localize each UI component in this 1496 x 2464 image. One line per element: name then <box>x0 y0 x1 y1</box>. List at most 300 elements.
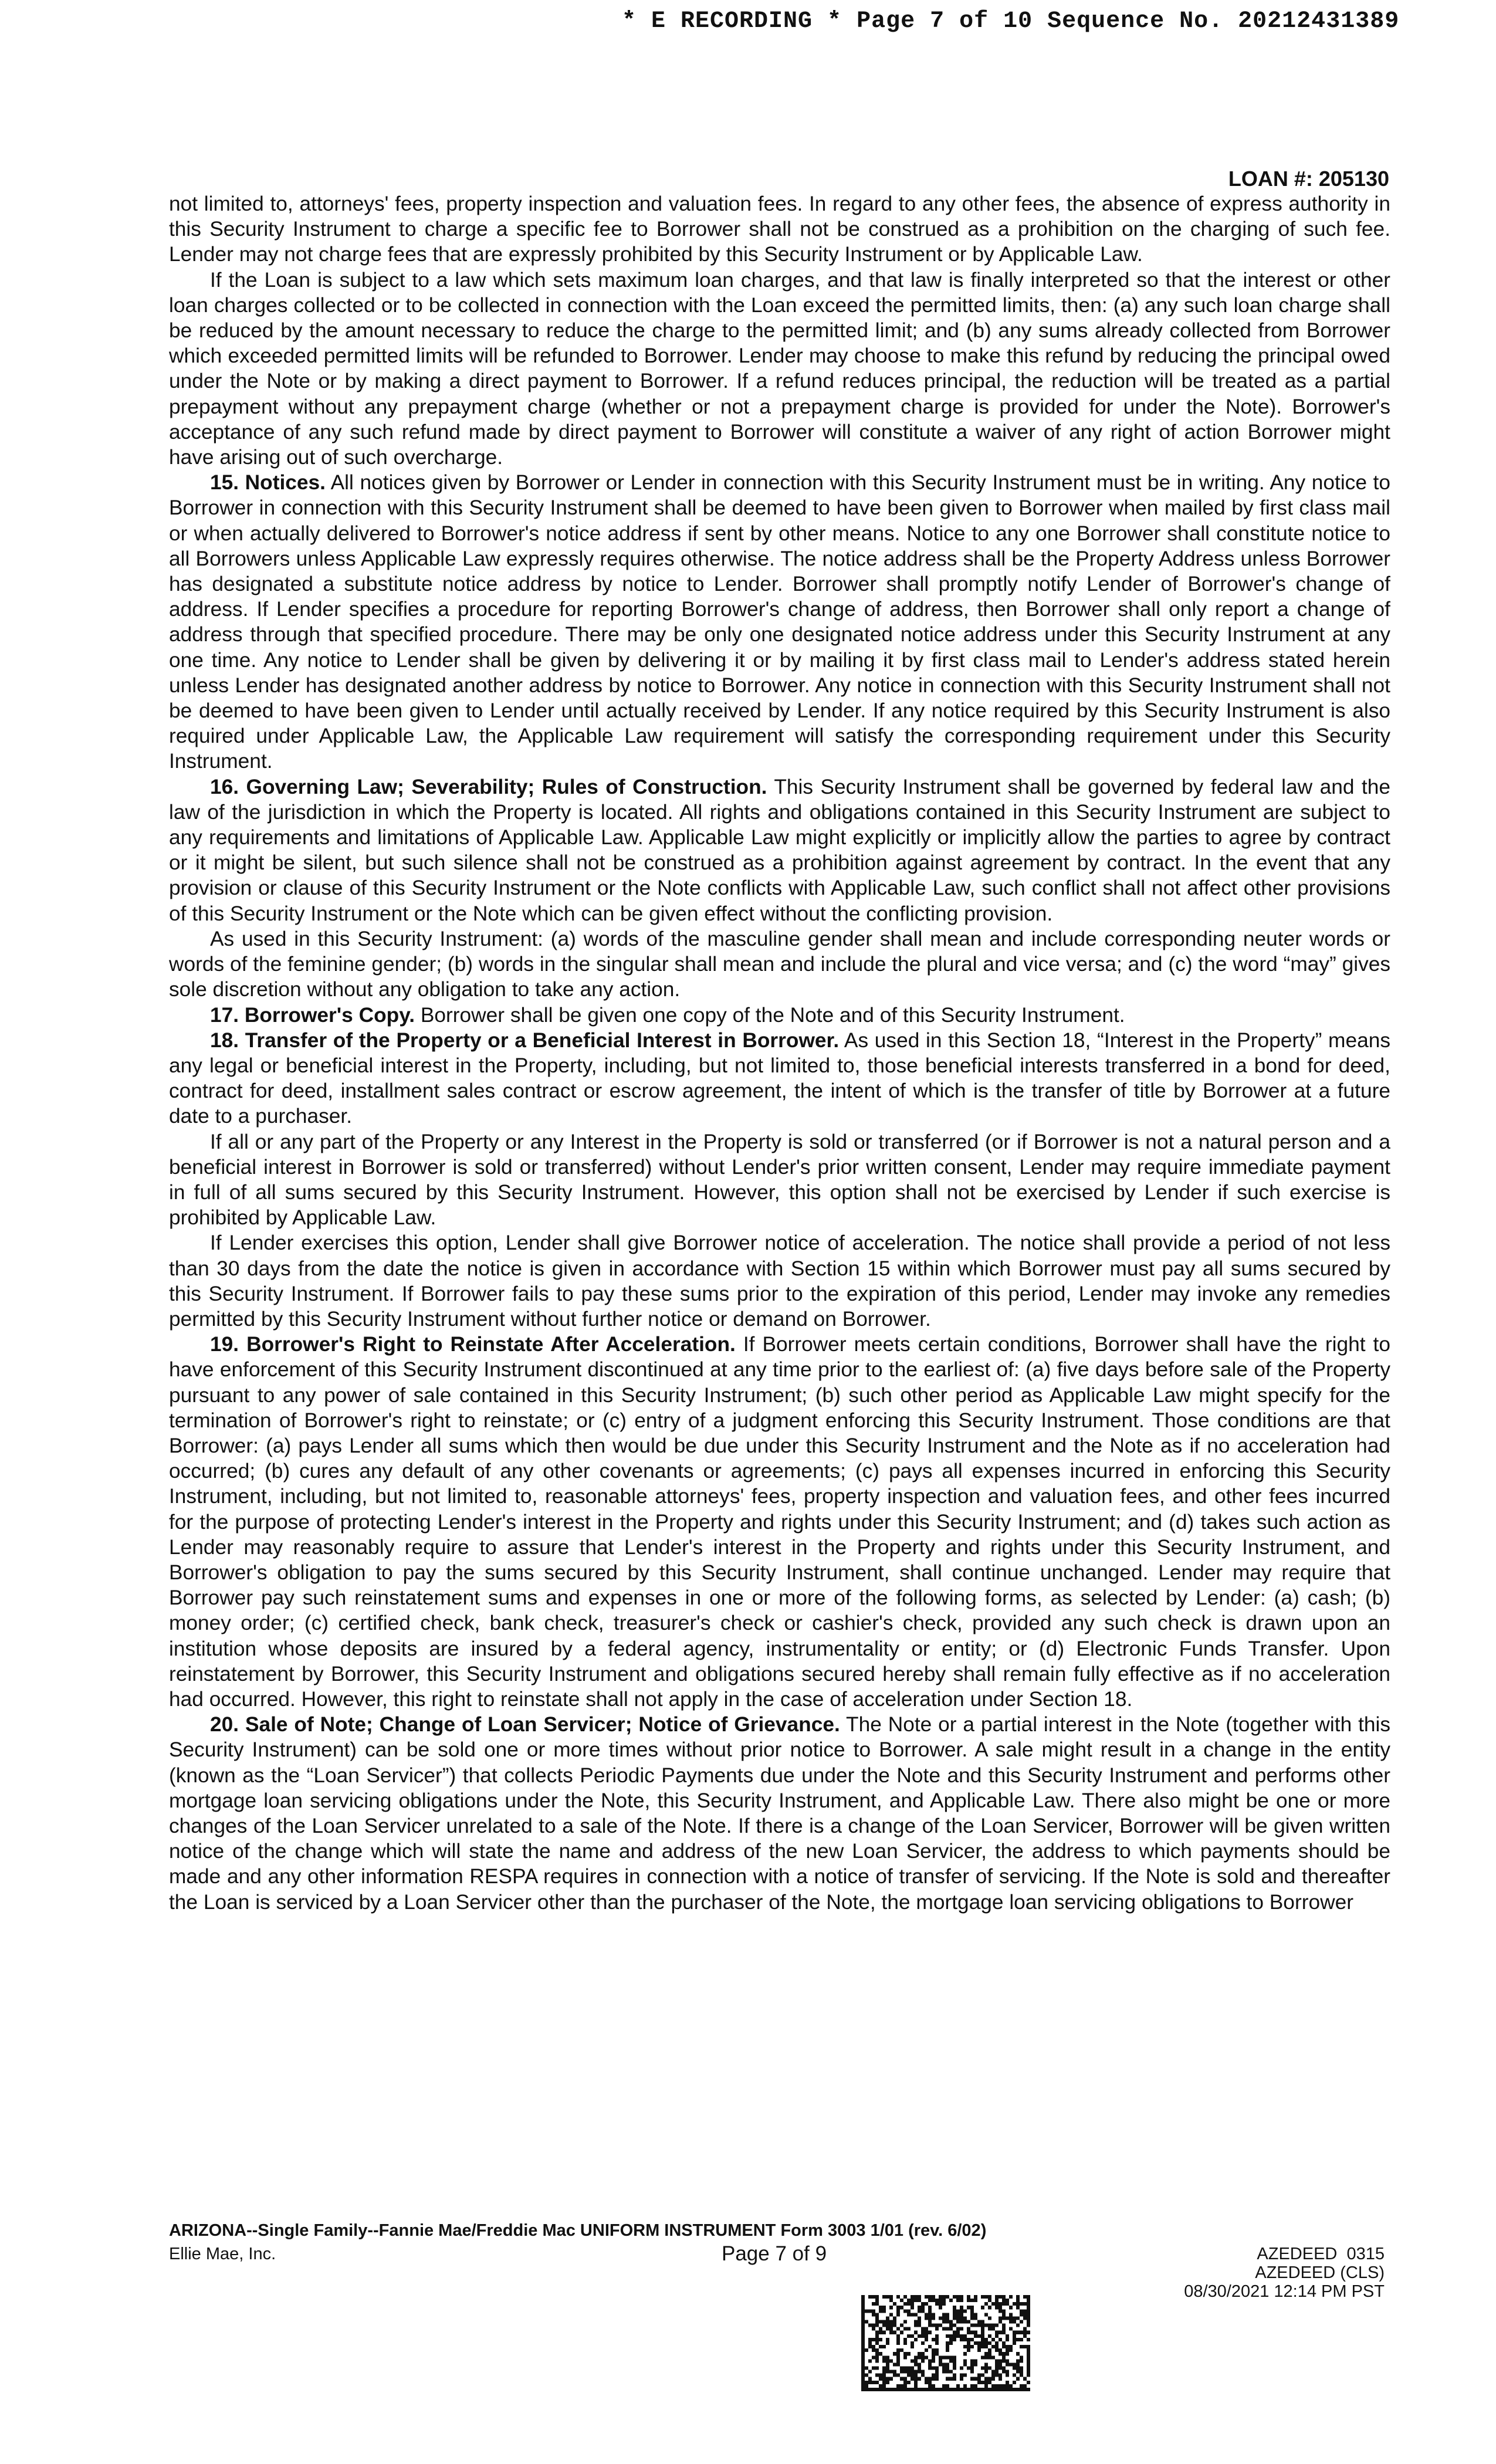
barcode-module <box>911 2313 914 2316</box>
barcode-module <box>942 2320 946 2324</box>
barcode-module <box>984 2363 988 2366</box>
footer-page-number: Page 7 of 9 <box>722 2242 827 2265</box>
barcode-module <box>1009 2316 1013 2320</box>
barcode-module <box>914 2331 918 2334</box>
barcode-module <box>932 2359 935 2363</box>
barcode-module <box>879 2306 882 2309</box>
section-20-text: The Note or a partial interest in the Note (together with this Security Instrument) can be sold one or more times without prior notice to Borrower. A sale might result in a change in the entity (known as the “Loan Servicer”) that collects Periodic Payments due under the Note and this Security Instrument and performs other mortgage loan servicing obligations under the Note, this Security Instrument, and Applicable Law. There also might be one or more changes of the Loan Servicer unrelated to a sale of the Note. If there is a change of the Loan Servicer, Borrower will be given written notice of the change which will state the name and address of the new Loan Servicer, the address to which payments should be made and any other information RESPA requires in connection with a notice of transfer of servicing. If the Note is sold and thereafter the Loan is serviced by a Loan Servicer other than the purchaser of the Note, the mortgage loan servicing obligations to Borrower <box>169 1713 1390 1914</box>
barcode-module <box>1009 2320 1013 2324</box>
barcode-module <box>882 2366 886 2370</box>
barcode-module <box>861 2341 865 2345</box>
barcode-module <box>932 2355 935 2359</box>
barcode-module <box>932 2352 935 2355</box>
barcode-module <box>886 2388 889 2391</box>
barcode-module <box>995 2370 999 2374</box>
barcode-module <box>918 2324 921 2327</box>
barcode-module <box>911 2302 914 2306</box>
barcode-module <box>991 2377 995 2381</box>
barcode-module <box>1009 2348 1013 2352</box>
barcode-module <box>988 2355 991 2359</box>
barcode-module <box>1006 2359 1009 2363</box>
barcode-module <box>861 2348 865 2352</box>
barcode-module <box>1023 2331 1027 2334</box>
barcode-module <box>953 2374 956 2377</box>
barcode-module <box>960 2309 963 2313</box>
barcode-module <box>967 2388 970 2391</box>
barcode-module <box>903 2302 907 2306</box>
barcode-module <box>928 2299 932 2302</box>
barcode-module <box>981 2324 984 2327</box>
barcode-module <box>925 2302 928 2306</box>
barcode-module <box>921 2355 925 2359</box>
barcode-module <box>914 2374 918 2377</box>
barcode-module <box>995 2363 999 2366</box>
barcode-module <box>1023 2313 1027 2316</box>
barcode-module <box>949 2334 953 2338</box>
barcode-module <box>974 2359 977 2363</box>
barcode-module <box>872 2338 875 2341</box>
barcode-module <box>946 2341 949 2345</box>
barcode-module <box>960 2338 963 2341</box>
barcode-module <box>1013 2374 1016 2377</box>
barcode-module <box>999 2309 1002 2313</box>
barcode-module <box>1006 2345 1009 2348</box>
barcode-module <box>889 2388 893 2391</box>
barcode-module <box>861 2370 865 2374</box>
barcode-module <box>960 2299 963 2302</box>
barcode-module <box>911 2295 914 2299</box>
barcode-module <box>1016 2299 1020 2302</box>
barcode-module <box>942 2313 946 2316</box>
barcode-module <box>963 2352 967 2355</box>
barcode-module <box>911 2377 914 2381</box>
barcode-module <box>921 2306 925 2309</box>
barcode-module <box>946 2377 949 2381</box>
footer-code-secondary: AZEDEED (CLS) <box>1255 2263 1385 2282</box>
barcode-module <box>1013 2388 1016 2391</box>
paragraph-construction: As used in this Security Instrument: (a) words of the masculine gender shall mean and include corresponding neuter words or words of the feminine gender; (b) words in the singular shall mean and include the plural and vice versa; and (c) the word “may” gives sole discretion without any obligation to take any action. <box>169 927 1390 1001</box>
barcode-module <box>977 2381 981 2384</box>
barcode-module <box>995 2334 999 2338</box>
barcode-module <box>868 2295 872 2299</box>
barcode-module <box>956 2309 960 2313</box>
barcode-module <box>1020 2331 1023 2334</box>
barcode-module <box>932 2377 935 2381</box>
barcode-module <box>900 2306 903 2309</box>
barcode-module <box>970 2388 974 2391</box>
barcode-module <box>939 2359 942 2363</box>
barcode-module <box>900 2331 903 2334</box>
barcode-module <box>882 2381 886 2384</box>
barcode-module <box>1002 2302 1006 2306</box>
barcode-module <box>896 2352 900 2355</box>
barcode-module <box>861 2313 865 2316</box>
barcode-module <box>960 2377 963 2381</box>
barcode-module <box>907 2374 911 2377</box>
barcode-module <box>865 2309 868 2313</box>
barcode-module <box>995 2341 999 2345</box>
barcode-module <box>988 2388 991 2391</box>
barcode-module <box>914 2299 918 2302</box>
barcode-module <box>1002 2327 1006 2331</box>
footer-code-primary: AZEDEED 0315 <box>1257 2245 1385 2263</box>
barcode-module <box>991 2338 995 2341</box>
barcode-module <box>970 2306 974 2309</box>
barcode-module <box>1013 2334 1016 2338</box>
barcode-module <box>1023 2295 1027 2299</box>
barcode-module <box>942 2355 946 2359</box>
barcode-module <box>889 2377 893 2381</box>
barcode-module <box>988 2316 991 2320</box>
barcode-module <box>1027 2324 1030 2327</box>
barcode-graphic <box>861 2295 1030 2391</box>
barcode-module <box>984 2341 988 2345</box>
barcode-module <box>988 2341 991 2345</box>
barcode-module <box>953 2313 956 2316</box>
barcode-module <box>953 2359 956 2363</box>
barcode-module <box>921 2327 925 2331</box>
barcode-module <box>999 2377 1002 2381</box>
barcode-module <box>1002 2313 1006 2316</box>
barcode-module <box>1009 2384 1013 2388</box>
barcode-module <box>984 2388 988 2391</box>
barcode-module <box>918 2377 921 2381</box>
barcode-module <box>988 2334 991 2338</box>
barcode-module <box>953 2306 956 2309</box>
barcode-module <box>1020 2366 1023 2370</box>
section-17-title: 17. Borrower's Copy. <box>210 1003 415 1027</box>
barcode-module <box>1027 2302 1030 2306</box>
barcode-module <box>882 2355 886 2359</box>
barcode-module <box>999 2316 1002 2320</box>
barcode-module <box>875 2324 879 2327</box>
barcode-module <box>918 2363 921 2366</box>
barcode-module <box>984 2370 988 2374</box>
barcode-module <box>875 2341 879 2345</box>
barcode-module <box>1023 2388 1027 2391</box>
barcode-module <box>886 2316 889 2320</box>
barcode-module <box>921 2352 925 2355</box>
barcode-module <box>914 2381 918 2384</box>
barcode-module <box>921 2309 925 2313</box>
barcode-module <box>928 2324 932 2327</box>
barcode-module <box>939 2299 942 2302</box>
barcode-module <box>1009 2313 1013 2316</box>
barcode-module <box>949 2359 953 2363</box>
barcode-module <box>861 2352 865 2355</box>
barcode-module <box>900 2366 903 2370</box>
barcode-module <box>960 2295 963 2299</box>
barcode-module <box>981 2355 984 2359</box>
barcode-module <box>977 2334 981 2338</box>
barcode-module <box>970 2338 974 2341</box>
barcode-module <box>974 2324 977 2327</box>
barcode-module <box>984 2295 988 2299</box>
barcode-module <box>907 2381 911 2384</box>
barcode-module <box>999 2320 1002 2324</box>
barcode-module <box>889 2306 893 2309</box>
barcode-module <box>963 2334 967 2338</box>
barcode-module <box>1006 2299 1009 2302</box>
barcode-module <box>861 2327 865 2331</box>
barcode-module <box>967 2320 970 2324</box>
barcode-module <box>893 2324 896 2327</box>
barcode-module <box>1013 2381 1016 2384</box>
barcode-module <box>872 2381 875 2384</box>
barcode-module <box>903 2366 907 2370</box>
barcode-module <box>988 2295 991 2299</box>
barcode-module <box>868 2341 872 2345</box>
document-body <box>169 191 1390 1915</box>
barcode-module <box>977 2348 981 2352</box>
barcode-module <box>1013 2366 1016 2370</box>
barcode-module <box>960 2316 963 2320</box>
barcode-module <box>925 2381 928 2384</box>
barcode-module <box>1023 2384 1027 2388</box>
section-16-title: 16. Governing Law; Severability; Rules of Construction. <box>210 775 767 798</box>
barcode-module <box>868 2377 872 2381</box>
barcode-module <box>974 2299 977 2302</box>
barcode-module <box>907 2309 911 2313</box>
barcode-module <box>946 2295 949 2299</box>
section-20-title: 20. Sale of Note; Change of Loan Servicer; Notice of Grievance. <box>210 1713 840 1737</box>
barcode-module <box>967 2341 970 2345</box>
barcode-module <box>872 2355 875 2359</box>
barcode-module <box>1027 2363 1030 2366</box>
barcode-module <box>988 2377 991 2381</box>
section-15-notices <box>169 470 1390 774</box>
barcode-module <box>886 2295 889 2299</box>
barcode-module <box>956 2334 960 2338</box>
barcode-module <box>974 2334 977 2338</box>
barcode-module <box>1027 2388 1030 2391</box>
paragraph-loan-charges: If the Loan is subject to a law which sets maximum loan charges, and that law is finally interpreted so that the interest or other loan charges collected or to be collected in connection with the Loan exceed the permitted limits, then: (a) any such loan charge shall be reduced by the amount necessary to reduce the charge to the permitted limit; and (b) any sums already collected from Borrower which exceeded permitted limits will be refunded to Borrower. Lender may choose to make this refund by reducing the principal owed under the Note or by making a direct payment to Borrower. If a refund reduces principal, the reduction will be treated as a partial prepayment without any prepayment charge (whether or not a prepayment charge is provided for under the Note). Borrower's acceptance of any such refund made by direct payment to Borrower will constitute a waiver of any right of action Borrower might have arising out of such overcharge. <box>169 268 1390 469</box>
barcode-module <box>928 2359 932 2363</box>
barcode-module <box>896 2363 900 2366</box>
barcode-module <box>1013 2320 1016 2324</box>
barcode-module <box>953 2338 956 2341</box>
barcode-module <box>861 2363 865 2366</box>
barcode-module <box>1020 2302 1023 2306</box>
barcode-module <box>879 2320 882 2324</box>
barcode-module <box>953 2355 956 2359</box>
barcode-module <box>953 2324 956 2327</box>
barcode-module <box>907 2327 911 2331</box>
barcode-module <box>1006 2302 1009 2306</box>
barcode-module <box>999 2352 1002 2355</box>
barcode-module <box>956 2299 960 2302</box>
barcode-module <box>981 2320 984 2324</box>
barcode-module <box>991 2327 995 2331</box>
barcode-module <box>918 2299 921 2302</box>
barcode-module <box>865 2320 868 2324</box>
barcode-module <box>970 2384 974 2388</box>
barcode-module <box>918 2334 921 2338</box>
barcode-module <box>984 2381 988 2384</box>
barcode-module <box>935 2374 939 2377</box>
barcode-module <box>963 2374 967 2377</box>
barcode-module <box>995 2299 999 2302</box>
barcode-module <box>988 2299 991 2302</box>
barcode-module <box>974 2331 977 2334</box>
barcode-module <box>872 2324 875 2327</box>
barcode-module <box>1027 2338 1030 2341</box>
barcode-module <box>1013 2341 1016 2345</box>
barcode-module <box>875 2302 879 2306</box>
barcode-module <box>1002 2295 1006 2299</box>
paragraph-acceleration-notice: If Lender exercises this option, Lender shall give Borrower notice of acceleration. The notice shall provide a period of not less than 30 days from the date the notice is given in accordance with Section 15 within which Borrower must pay all sums secured by this Security Instrument. If Borrower fails to pay these sums prior to the expiration of this period, Lender may invoke any remedies permitted by this Security Instrument without further notice or demand on Borrower. <box>169 1231 1390 1331</box>
barcode-module <box>1027 2320 1030 2324</box>
barcode-module <box>1009 2363 1013 2366</box>
barcode-module <box>935 2366 939 2370</box>
barcode-module <box>903 2320 907 2324</box>
barcode-module <box>918 2320 921 2324</box>
barcode-module <box>932 2316 935 2320</box>
barcode-module <box>984 2345 988 2348</box>
barcode-module <box>1020 2320 1023 2324</box>
barcode-module <box>911 2374 914 2377</box>
barcode-module <box>903 2352 907 2355</box>
barcode-module <box>999 2384 1002 2388</box>
barcode-module <box>868 2309 872 2313</box>
barcode-module <box>946 2316 949 2320</box>
barcode-module <box>963 2384 967 2388</box>
barcode-module <box>903 2327 907 2331</box>
barcode-module <box>900 2324 903 2327</box>
barcode-module <box>925 2338 928 2341</box>
barcode-module <box>932 2384 935 2388</box>
barcode-module <box>861 2388 865 2391</box>
barcode-module <box>861 2366 865 2370</box>
barcode-module <box>974 2316 977 2320</box>
barcode-module <box>882 2320 886 2324</box>
barcode-module <box>953 2331 956 2334</box>
barcode-module <box>956 2388 960 2391</box>
barcode-module <box>981 2388 984 2391</box>
barcode-module <box>1002 2299 1006 2302</box>
barcode-module <box>949 2324 953 2327</box>
barcode-module <box>900 2388 903 2391</box>
barcode-module <box>886 2370 889 2374</box>
barcode-module <box>1009 2388 1013 2391</box>
barcode-module <box>911 2306 914 2309</box>
barcode-module <box>879 2388 882 2391</box>
barcode-module <box>1002 2384 1006 2388</box>
barcode-module <box>868 2370 872 2374</box>
barcode-module <box>995 2359 999 2363</box>
barcode-module <box>939 2388 942 2391</box>
barcode-module <box>995 2374 999 2377</box>
barcode-module <box>914 2370 918 2374</box>
barcode-module <box>946 2334 949 2338</box>
footer-timestamp: 08/30/2021 12:14 PM PST <box>1184 2282 1385 2301</box>
barcode-module <box>995 2324 999 2327</box>
barcode-module <box>914 2384 918 2388</box>
barcode-module <box>865 2384 868 2388</box>
barcode-module <box>949 2299 953 2302</box>
barcode-module <box>1016 2302 1020 2306</box>
barcode-module <box>861 2320 865 2324</box>
barcode-module <box>914 2295 918 2299</box>
barcode-module <box>875 2374 879 2377</box>
barcode-module <box>981 2331 984 2334</box>
barcode-module <box>928 2345 932 2348</box>
section-20-sale-of-note <box>169 1712 1390 1915</box>
barcode-module <box>977 2388 981 2391</box>
barcode-module <box>963 2316 967 2320</box>
barcode-module <box>896 2359 900 2363</box>
barcode-module <box>935 2324 939 2327</box>
barcode-module <box>1020 2309 1023 2313</box>
barcode-module <box>946 2320 949 2324</box>
barcode-module <box>918 2316 921 2320</box>
barcode-module <box>896 2355 900 2359</box>
barcode-module <box>861 2299 865 2302</box>
barcode-module <box>896 2334 900 2338</box>
barcode-module <box>861 2306 865 2309</box>
barcode-module <box>932 2388 935 2391</box>
barcode-module <box>956 2331 960 2334</box>
barcode-module <box>991 2324 995 2327</box>
barcode-module <box>882 2295 886 2299</box>
barcode-module <box>999 2374 1002 2377</box>
barcode-module <box>939 2324 942 2327</box>
barcode-module <box>889 2327 893 2331</box>
barcode-module <box>1027 2355 1030 2359</box>
barcode-module <box>914 2313 918 2316</box>
barcode-module <box>991 2388 995 2391</box>
barcode-module <box>988 2381 991 2384</box>
barcode-module <box>981 2381 984 2384</box>
barcode-module <box>1006 2338 1009 2341</box>
barcode-module <box>928 2320 932 2324</box>
barcode-module <box>1009 2327 1013 2331</box>
barcode-module <box>995 2306 999 2309</box>
barcode-module <box>935 2338 939 2341</box>
barcode-module <box>1027 2295 1030 2299</box>
barcode-module <box>903 2355 907 2359</box>
barcode-module <box>861 2324 865 2327</box>
barcode-module <box>893 2316 896 2320</box>
barcode-module <box>946 2327 949 2331</box>
barcode-module <box>911 2299 914 2302</box>
barcode-module <box>928 2377 932 2381</box>
barcode-module <box>1027 2331 1030 2334</box>
barcode-module <box>949 2388 953 2391</box>
barcode-module <box>907 2366 911 2370</box>
barcode-module <box>875 2388 879 2391</box>
barcode-module <box>1020 2313 1023 2316</box>
barcode-module <box>999 2338 1002 2341</box>
barcode-module <box>872 2388 875 2391</box>
barcode-module <box>942 2363 946 2366</box>
recording-header: * E RECORDING * Page 7 of 10 Sequence No. 20212431389 <box>622 8 1400 35</box>
barcode-module <box>907 2313 911 2316</box>
barcode-module <box>999 2388 1002 2391</box>
barcode-module <box>999 2348 1002 2352</box>
barcode-module <box>907 2302 911 2306</box>
barcode-module <box>981 2306 984 2309</box>
barcode-module <box>879 2331 882 2334</box>
barcode-module <box>861 2374 865 2377</box>
barcode-module <box>918 2306 921 2309</box>
barcode-module <box>896 2341 900 2345</box>
barcode-module <box>889 2370 893 2374</box>
barcode-module <box>886 2320 889 2324</box>
barcode-module <box>1002 2359 1006 2363</box>
barcode-module <box>949 2320 953 2324</box>
barcode-module <box>995 2302 999 2306</box>
